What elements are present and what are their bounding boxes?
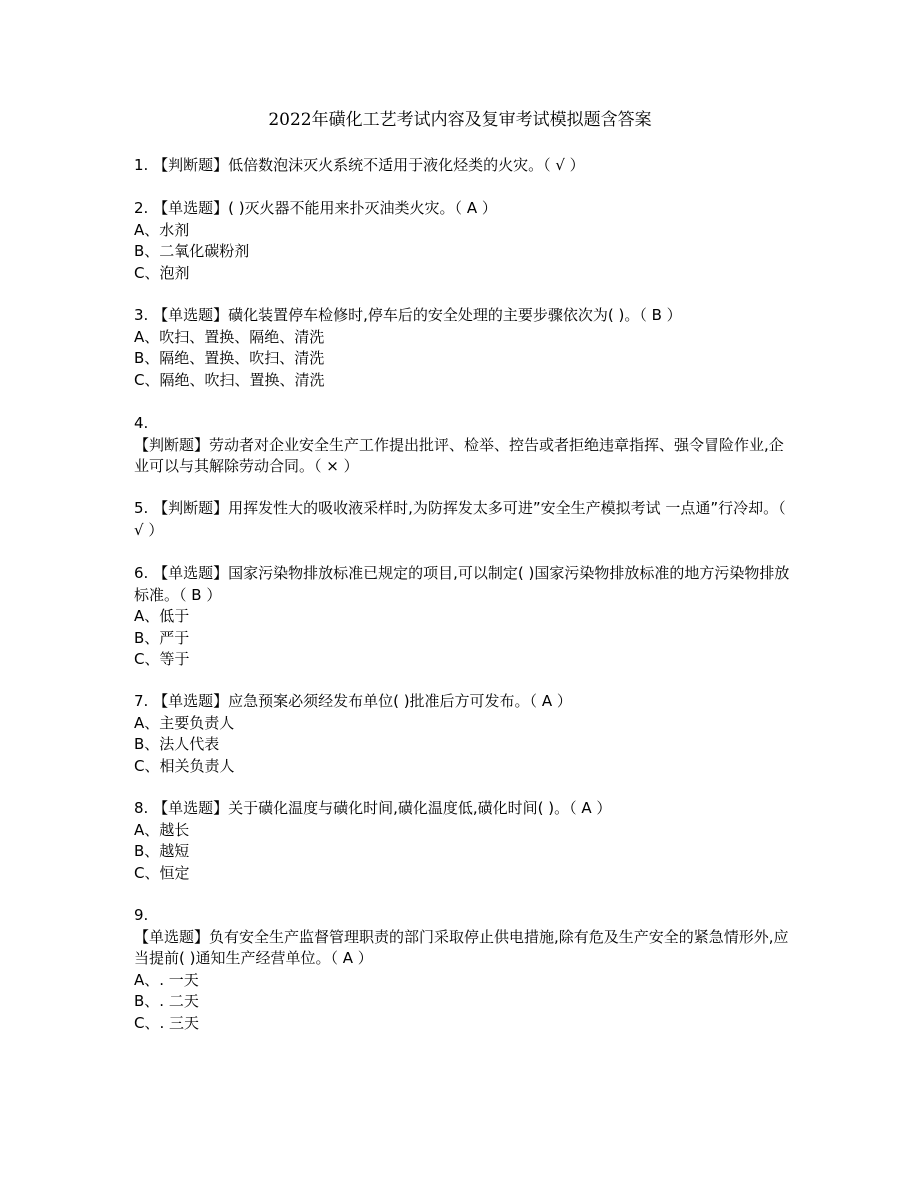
question-9-option-b: B、. 二天 bbox=[134, 992, 199, 1010]
question-4-number: 4. bbox=[134, 414, 149, 432]
question-2 bbox=[134, 198, 794, 284]
question-8-text: 8. 【单选题】关于磺化温度与磺化时间,磺化温度低,磺化时间( )。（ A ） bbox=[134, 799, 612, 817]
question-6-option-a: A、低于 bbox=[134, 607, 190, 625]
question-7 bbox=[134, 691, 794, 777]
question-6-option-c: C、等于 bbox=[134, 650, 190, 668]
question-6-text: 6. 【单选题】国家污染物排放标准已规定的项目,可以制定( )国家污染物排放标准的地方污染物排放标准。（ B ） bbox=[134, 564, 790, 604]
question-5 bbox=[134, 498, 794, 541]
question-3-text: 3. 【单选题】磺化装置停车检修时,停车后的安全处理的主要步骤依次为( )。（ B ） bbox=[134, 306, 682, 324]
question-3-option-a: A、吹扫、置换、隔绝、清洗 bbox=[134, 327, 325, 346]
question-7-option-a: A、主要负责人 bbox=[134, 713, 235, 732]
question-8-option-b: B、越短 bbox=[134, 842, 190, 860]
question-1 bbox=[134, 155, 794, 177]
question-6-option-b: B、严于 bbox=[134, 628, 190, 647]
question-2-text: 2. 【单选题】( )灭火器不能用来扑灭油类火灾。（ A ） bbox=[134, 199, 497, 217]
document-title: 2022年磺化工艺考试内容及复审考试模拟题含答案 bbox=[268, 110, 652, 130]
question-7-text: 7. 【单选题】应急预案必须经发布单位( )批准后方可发布。（ A ） bbox=[134, 692, 572, 710]
question-8 bbox=[134, 798, 794, 884]
question-2-option-c: C、泡剂 bbox=[134, 263, 190, 282]
question-1-text: 1. 【判断题】低倍数泡沫灭火系统不适用于液化烃类的火灾。（ √ ） bbox=[134, 156, 585, 174]
question-7-option-b: B、法人代表 bbox=[134, 735, 220, 753]
question-9 bbox=[134, 905, 794, 1034]
question-3-option-b: B、隔绝、置换、吹扫、清洗 bbox=[134, 349, 325, 367]
question-9-text: 【单选题】负有安全生产监督管理职责的部门采取停止供电措施,除有危及生产安全的紧急情形外,应当提前( )通知生产经营单位。（ A ） bbox=[134, 927, 789, 967]
question-4 bbox=[134, 413, 794, 478]
question-3 bbox=[134, 305, 794, 391]
question-6 bbox=[134, 563, 794, 671]
question-3-option-c: C、隔绝、吹扫、置换、清洗 bbox=[134, 370, 325, 389]
question-5-text: 5. 【判断题】用挥发性大的吸收液采样时,为防挥发太多可进”安全生产模拟考试 一点通”行冷却。（ √ ） bbox=[134, 499, 786, 539]
question-7-option-c: C、相关负责人 bbox=[134, 756, 235, 775]
question-2-option-a: A、水剂 bbox=[134, 220, 190, 239]
question-8-option-c: C、恒定 bbox=[134, 863, 190, 882]
question-9-number: 9. bbox=[134, 906, 149, 924]
question-9-option-a: A、. 一天 bbox=[134, 970, 199, 989]
question-8-option-a: A、越长 bbox=[134, 820, 190, 839]
question-9-option-c: C、. 三天 bbox=[134, 1013, 200, 1032]
question-2-option-b: B、二氧化碳粉剂 bbox=[134, 242, 250, 260]
question-4-text: 【判断题】劳动者对企业安全生产工作提出批评、检举、控告或者拒绝违章指挥、强令冒险作业,企业可以与其解除劳动合同。（ × ） bbox=[134, 435, 784, 475]
